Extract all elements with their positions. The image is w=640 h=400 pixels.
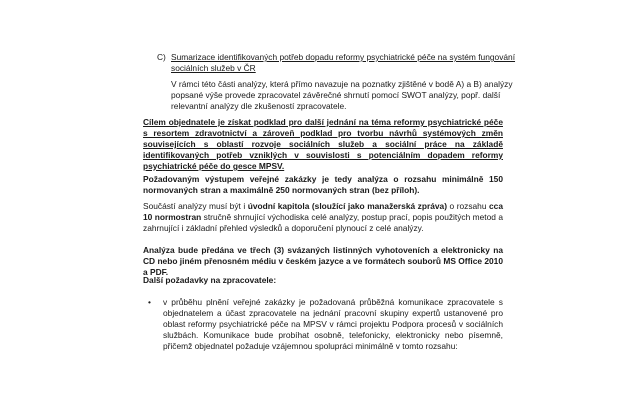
section-c-title: Sumarizace identifikovaných potřeb dopadu reformy psychiatrické péče na systém fungování sociálních služeb v ČR (171, 52, 516, 73)
output-paragraph: Požadovaným výstupem veřejné zakázky je tedy analýza o rozsahu minimálně 150 normovaných stran a maximálně 250 normovaných stran (bez příloh). (143, 174, 503, 195)
bullet-marker: • (148, 297, 151, 307)
part-text-5: stručně shrnující východiska celé analýzy, postup prací, popis použitých metod a zahrnující i základní přehled výsledků a doporučení plynoucí z celé analýzy. (143, 212, 503, 233)
bullet-item: v průběhu plnění veřejné zakázky je požadovaná průběžná komunikace zpracovatele s objednatelem a účast zpracovatele na jednání pracovní skupiny expertů ustanovené pro oblast reformy psychiatrické péče na MPSV v rámci projektu Podpora procesů v sociálních službách. Komunikace bude probíhat osobně, telefonicky, elektronicky nebo písemně, přičemž objednatel požaduje vzájemnou spolupráci minimálně v tomto rozsahu: (163, 297, 503, 351)
part-text-2: úvodní kapitola (sloužící jako manažerská zpráva) (247, 201, 447, 211)
section-c-body: V rámci této části analýzy, která přímo navazuje na poznatky zjištěné v bodě A) a B) analýzy popsané výše provede zpracovatel závěrečné shrnutí pomocí SWOT analýzy, popř. další relevantní analýzy dle zkušeností zpracovatele. (171, 79, 513, 111)
objective-paragraph: Cílem objednatele je získat podklad pro další jednání na téma reformy psychiatrické péče s resortem zdravotnictví a zároveň podklad pro tvorbu návrhů systémových změn souvisejících s oblastí rozvoje sociálních služeb a sociální práce na základě identifikovaných potřeb vzniklých v souvislosti s potenciálním dopadem reformy psychiatrické péče do gesce MPSV. (143, 117, 503, 171)
part-text-3: o rozsahu (447, 201, 490, 211)
part-text-1: Součástí analýzy musí být i (143, 201, 248, 211)
part-text-4: cca 10 normostran (143, 201, 503, 222)
further-requirements-heading: Další požadavky na zpracovatele: (143, 275, 277, 285)
part-paragraph (143, 201, 503, 234)
section-c-label: C) (157, 52, 166, 62)
delivery-paragraph: Analýza bude předána ve třech (3) svázaných listinných vyhotoveních a elektronicky na CD nebo jiném přenosném médiu v českém jazyce a ve formátech souborů MS Office 2010 a PDF. (143, 245, 503, 277)
